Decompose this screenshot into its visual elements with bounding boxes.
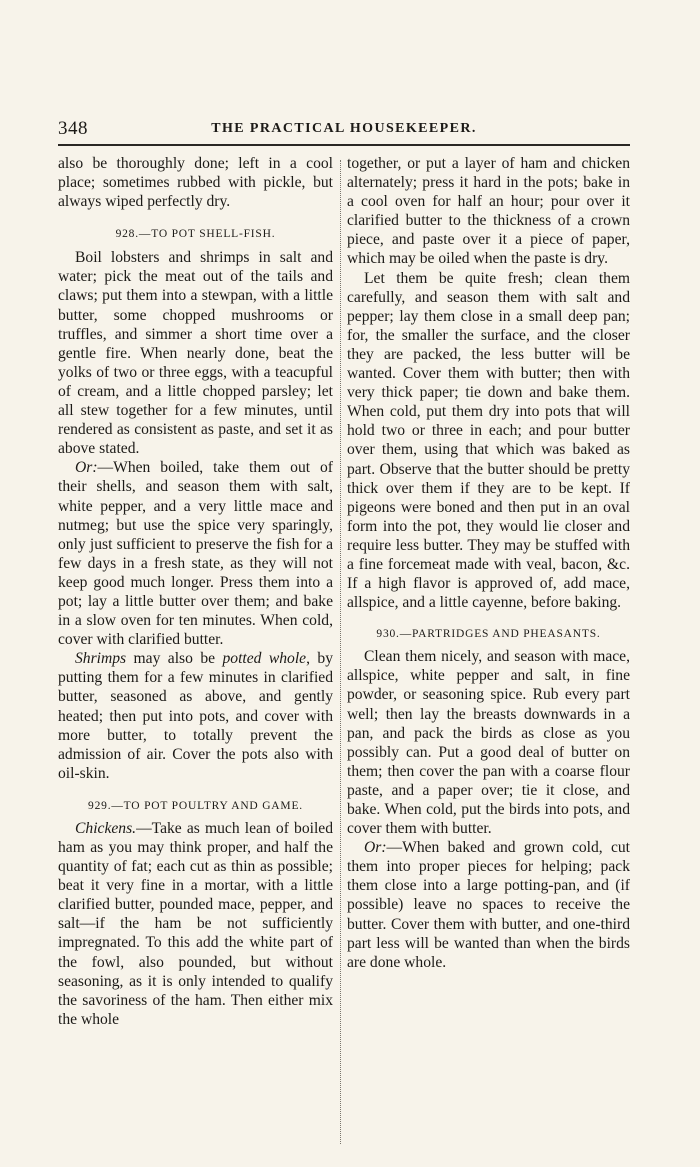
- recipe-929-paragraph-1-text: —Take as much lean of boiled ham as you may think proper, and half the quantity of fat; each cut as thin as possible; beat it very fine in a mortar, with a little clarified butter, pounded mace, pepper, and salt—if the ham be not sufficiently impregnated. To this add the white part of the fowl, also pounded, but without seasoning, as it is only intended to qualify the savoriness of the ham. Then either mix the whole: [58, 819, 333, 1028]
- recipe-928-paragraph-1: Boil lobsters and shrimps in salt and water; pick the meat out of the tails and claws; put them into a stewpan, with a little butter, some chopped mushrooms or truffles, and simmer a short time over a gentle fire. When nearly done, beat the yolks of two or three eggs, with a teacupful of cream, and a little chopped parsley; let all stew together for a few minutes, until rendered as consistent as paste, and set it as above stated.: [58, 249, 333, 458]
- continued-paragraph: also be thoroughly done; left in a cool place; sometimes rubbed with pickle, but always wiped perfectly dry.: [58, 155, 333, 211]
- shrimps-lead: Shrimps: [75, 650, 127, 668]
- recipe-928-paragraph-2: [58, 458, 333, 649]
- recipe-928-paragraph-3: [58, 649, 333, 783]
- left-column: [58, 154, 333, 1029]
- recipe-heading-929: 929.—TO POT POULTRY AND GAME.: [88, 799, 303, 812]
- recipe-929-continued: together, or put a layer of ham and chicken alternately; press it hard in the pots; bake in a cool oven for half an hour; pour over it clarified butter to the thickness of a crown piece, and paste over it a piece of paper, which may be oiled when the paste is dry.: [347, 155, 630, 268]
- or-lead: Or:: [75, 459, 98, 477]
- recipe-930-paragraph-1: Clean them nicely, and season with mace, allspice, white pepper and salt, in fine powder, or seasoning spice. Rub every part well; then lay the breasts downwards in a pan, and pack the birds as close as you possibly can. Put a good deal of butter on them; then cover the pan with a coarse flour paste, and a paper over; tie it close, and bake. When cold, put the birds into pots, and cover them with butter.: [347, 648, 630, 838]
- recipe-heading-930: 930.—PARTRIDGES AND PHEASANTS.: [376, 628, 601, 641]
- recipe-heading-928: 928.—TO POT SHELL-FISH.: [115, 228, 276, 241]
- recipe-929-paragraph-1: [58, 819, 333, 1029]
- recipe-929-paragraph-2: Let them be quite fresh; clean them carefully, and season them with salt and pepper; lay them close in a small deep pan; for, the smaller the surface, and the closer they are packed, the less butter will be wanted. Cover them with butter; then with very thick paper; tie down and bake them. When cold, put them dry into pots that will hold two or three in each; and pour butter over them, using that which was baked as part. Observe that the butter should be pretty thick over them if they are to be kept. If pigeons were boned and then put in an oval form into the pot, they would lie closer and require less butter. They may be stuffed with a fine forcemeat made with veal, bacon, &c. If a high flavor is approved of, add mace, allspice, and a little cayenne, before baking.: [347, 269, 630, 612]
- page-header: [58, 118, 630, 142]
- recipe-928-paragraph-3-mid: may also be: [126, 650, 223, 668]
- or-lead: Or:: [364, 839, 387, 857]
- column-divider: [340, 160, 341, 1144]
- header-rule: [58, 144, 630, 146]
- recipe-930-paragraph-2-text: —When baked and grown cold, cut them into proper pieces for helping; pack them close into a large potting-pan, and (if possible) leave no spaces to receive the butter. Cover them with butter, and one-third part less will be wanted than when the birds are done whole.: [347, 839, 630, 971]
- running-head: THE PRACTICAL HOUSEKEEPER.: [211, 121, 477, 136]
- page-number: 348: [58, 118, 88, 139]
- chickens-lead: Chickens.: [75, 819, 137, 837]
- recipe-928-paragraph-3-text: , by putting them for a few minutes in clarified butter, seasoned as above, and gently heated; then put into pots, and cover with more butter, to totally prevent the admission of air. Cover the pots also with oil-skin.: [58, 650, 334, 782]
- potted-whole-emphasis: potted whole: [222, 650, 307, 668]
- recipe-930-paragraph-2: [347, 838, 630, 972]
- right-column: [347, 154, 630, 972]
- recipe-928-paragraph-2-text: —When boiled, take them out of their shells, and season them with salt, white pepper, and a very little mace and nutmeg; but use the spice very sparingly, only just sufficient to preserve the fish for a few days in a fresh state, as they will not keep good much longer. Press them into a pot; lay a little butter over them; and bake in a slow oven for ten minutes. When cold, cover with clarified butter.: [58, 459, 333, 649]
